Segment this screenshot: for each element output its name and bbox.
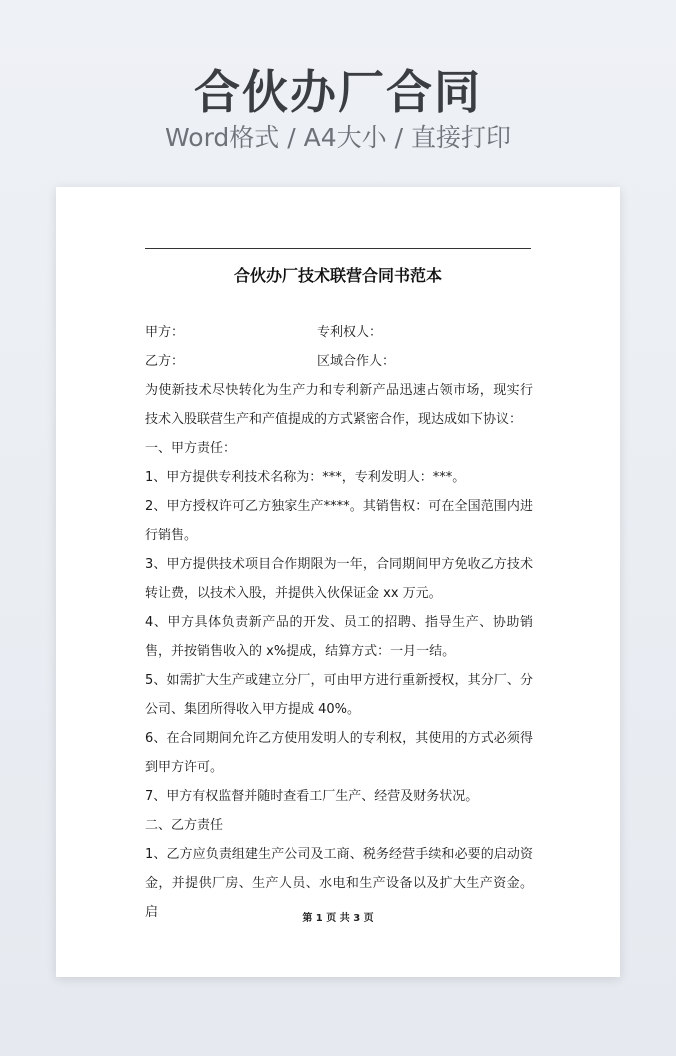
section-heading-b: 二、乙方责任 xyxy=(145,818,224,833)
party-row-a xyxy=(145,318,533,347)
clause-a-2: 2、甲方授权许可乙方独家生产****。其销售权：可在全国范围内进行销售。 xyxy=(145,499,533,543)
section-heading-a: 一、甲方责任： xyxy=(145,441,237,456)
patent-holder-label: 专利权人： xyxy=(317,325,383,340)
party-a-label: 甲方： xyxy=(145,325,185,340)
party-row-b xyxy=(145,347,533,376)
document-title: 合伙办厂技术联营合同书范本 xyxy=(233,266,442,285)
document-page xyxy=(56,187,620,977)
document-body xyxy=(145,318,533,927)
party-b-label: 乙方： xyxy=(145,354,185,369)
page-footer: 第 1 页 共 3 页 xyxy=(302,913,374,924)
banner-title: 合伙办厂合同 xyxy=(194,65,482,119)
paragraph-preamble: 为使新技术尽快转化为生产力和专利新产品迅速占领市场，现实行技术入股联营生产和产值提成的方式紧密合作，现达成如下协议： xyxy=(145,383,533,427)
clause-a-3: 3、甲方提供技术项目合作期限为一年，合同期间甲方免收乙方技术转让费，以技术入股，并提供入伙保证金 xx 万元。 xyxy=(145,557,533,601)
banner-subtitle: Word格式 / A4大小 / 直接打印 xyxy=(165,123,511,152)
header-rule xyxy=(145,248,531,249)
regional-partner-label: 区域合作人： xyxy=(317,354,396,369)
clause-b-1: 1、乙方应负责组建生产公司及工商、税务经营手续和必要的启动资金，并提供厂房、生产人员、水电和生产设备以及扩大生产资金。启 xyxy=(145,847,533,920)
clause-a-7: 7、甲方有权监督并随时查看工厂生产、经营及财务状况。 xyxy=(145,789,479,804)
clause-a-4: 4、甲方具体负责新产品的开发、员工的招聘、指导生产、协助销售，并按销售收入的 x%提成，结算方式：一月一结。 xyxy=(145,615,533,659)
clause-a-6: 6、在合同期间允许乙方使用发明人的专利权，其使用的方式必须得到甲方许可。 xyxy=(145,731,533,775)
clause-a-1: 1、甲方提供专利技术名称为：***，专利发明人：***。 xyxy=(145,470,466,485)
clause-a-5: 5、如需扩大生产或建立分厂，可由甲方进行重新授权，其分厂、分公司、集团所得收入甲方提成 40%。 xyxy=(145,673,533,717)
